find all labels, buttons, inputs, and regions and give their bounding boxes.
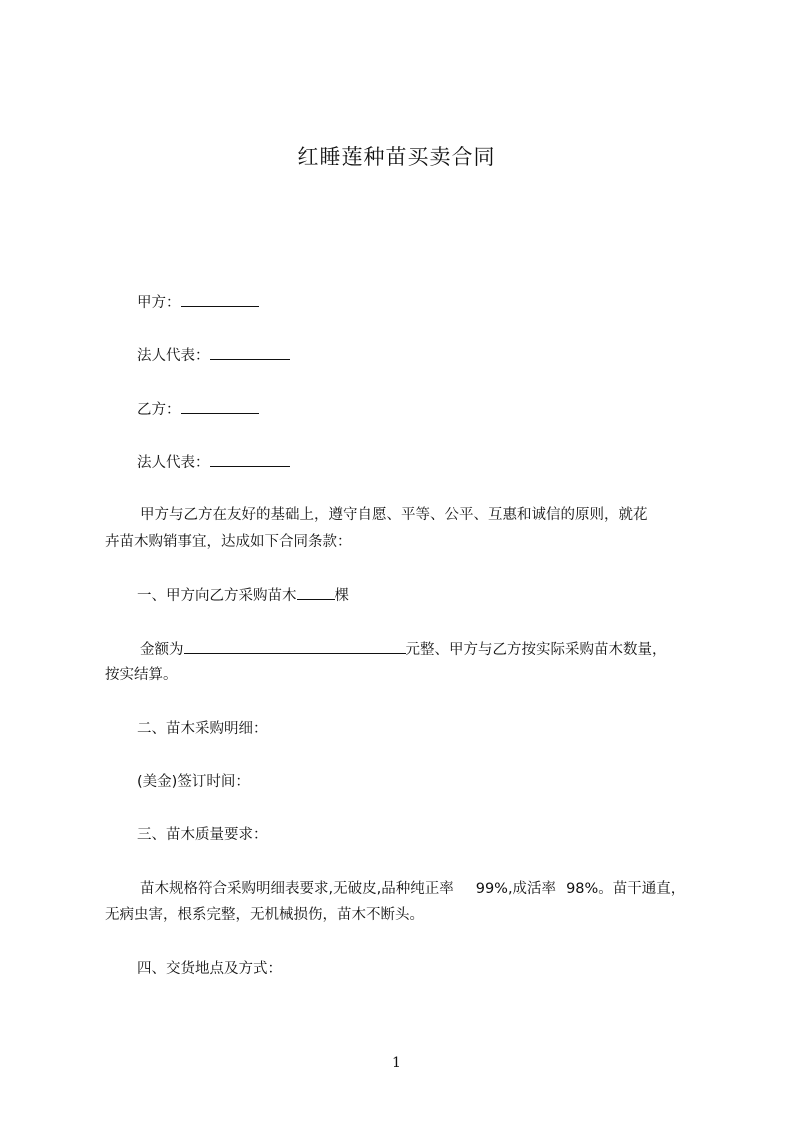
party-b-line	[137, 399, 259, 420]
party-a-blank	[181, 292, 259, 307]
quality-survival: 98%。苗干通直，	[566, 881, 686, 897]
quantity-blank	[297, 585, 335, 600]
party-a-label: 甲方：	[137, 295, 181, 311]
quality-line2: 无病虫害，根系完整，无机械损伤，苗木不断头。	[105, 907, 424, 923]
amount-suffix: 元整、甲方与乙方按实际采购苗木数量，	[405, 642, 667, 658]
amount-blank-1	[184, 639, 302, 654]
party-a-rep-label: 法人代表：	[137, 348, 210, 364]
clause-2: 二、苗木采购明细：	[137, 721, 268, 737]
clause-1-text: 一、甲方向乙方采购苗木	[137, 588, 297, 604]
sign-time-line: (美金)签订时间：	[137, 774, 250, 790]
quality-purity: 99%,成活率	[475, 881, 557, 897]
party-b-label: 乙方：	[137, 402, 181, 418]
party-b-rep-line	[137, 452, 290, 473]
amount-blank-2	[302, 639, 406, 654]
party-b-rep-blank	[210, 452, 290, 467]
clause-4: 四、交货地点及方式：	[137, 961, 282, 977]
party-b-blank	[181, 399, 259, 414]
intro-paragraph-line2: 卉苗木购销事宜，达成如下合同条款：	[105, 534, 352, 550]
party-a-rep-blank	[210, 345, 290, 360]
clause-1	[137, 585, 349, 606]
intro-paragraph-line1: 甲方与乙方在友好的基础上，遵守自愿、平等、公平、互惠和诚信的原则，就花	[140, 507, 648, 523]
page-title: 红睡莲种苗买卖合同	[297, 145, 496, 169]
party-b-rep-label: 法人代表：	[137, 455, 210, 471]
amount-prefix: 金额为	[140, 642, 184, 658]
quality-line1	[140, 879, 685, 899]
page-number: 1	[392, 1055, 401, 1071]
party-a-rep-line	[137, 345, 290, 366]
quality-text-a: 苗木规格符合采购明细表要求,无破皮,品种纯正率	[140, 881, 454, 897]
amount-line1	[140, 639, 667, 660]
clause-1-unit: 棵	[334, 588, 349, 604]
clause-3: 三、苗木质量要求：	[137, 827, 268, 843]
amount-line2: 按实结算。	[105, 667, 178, 683]
party-a-line	[137, 292, 259, 313]
